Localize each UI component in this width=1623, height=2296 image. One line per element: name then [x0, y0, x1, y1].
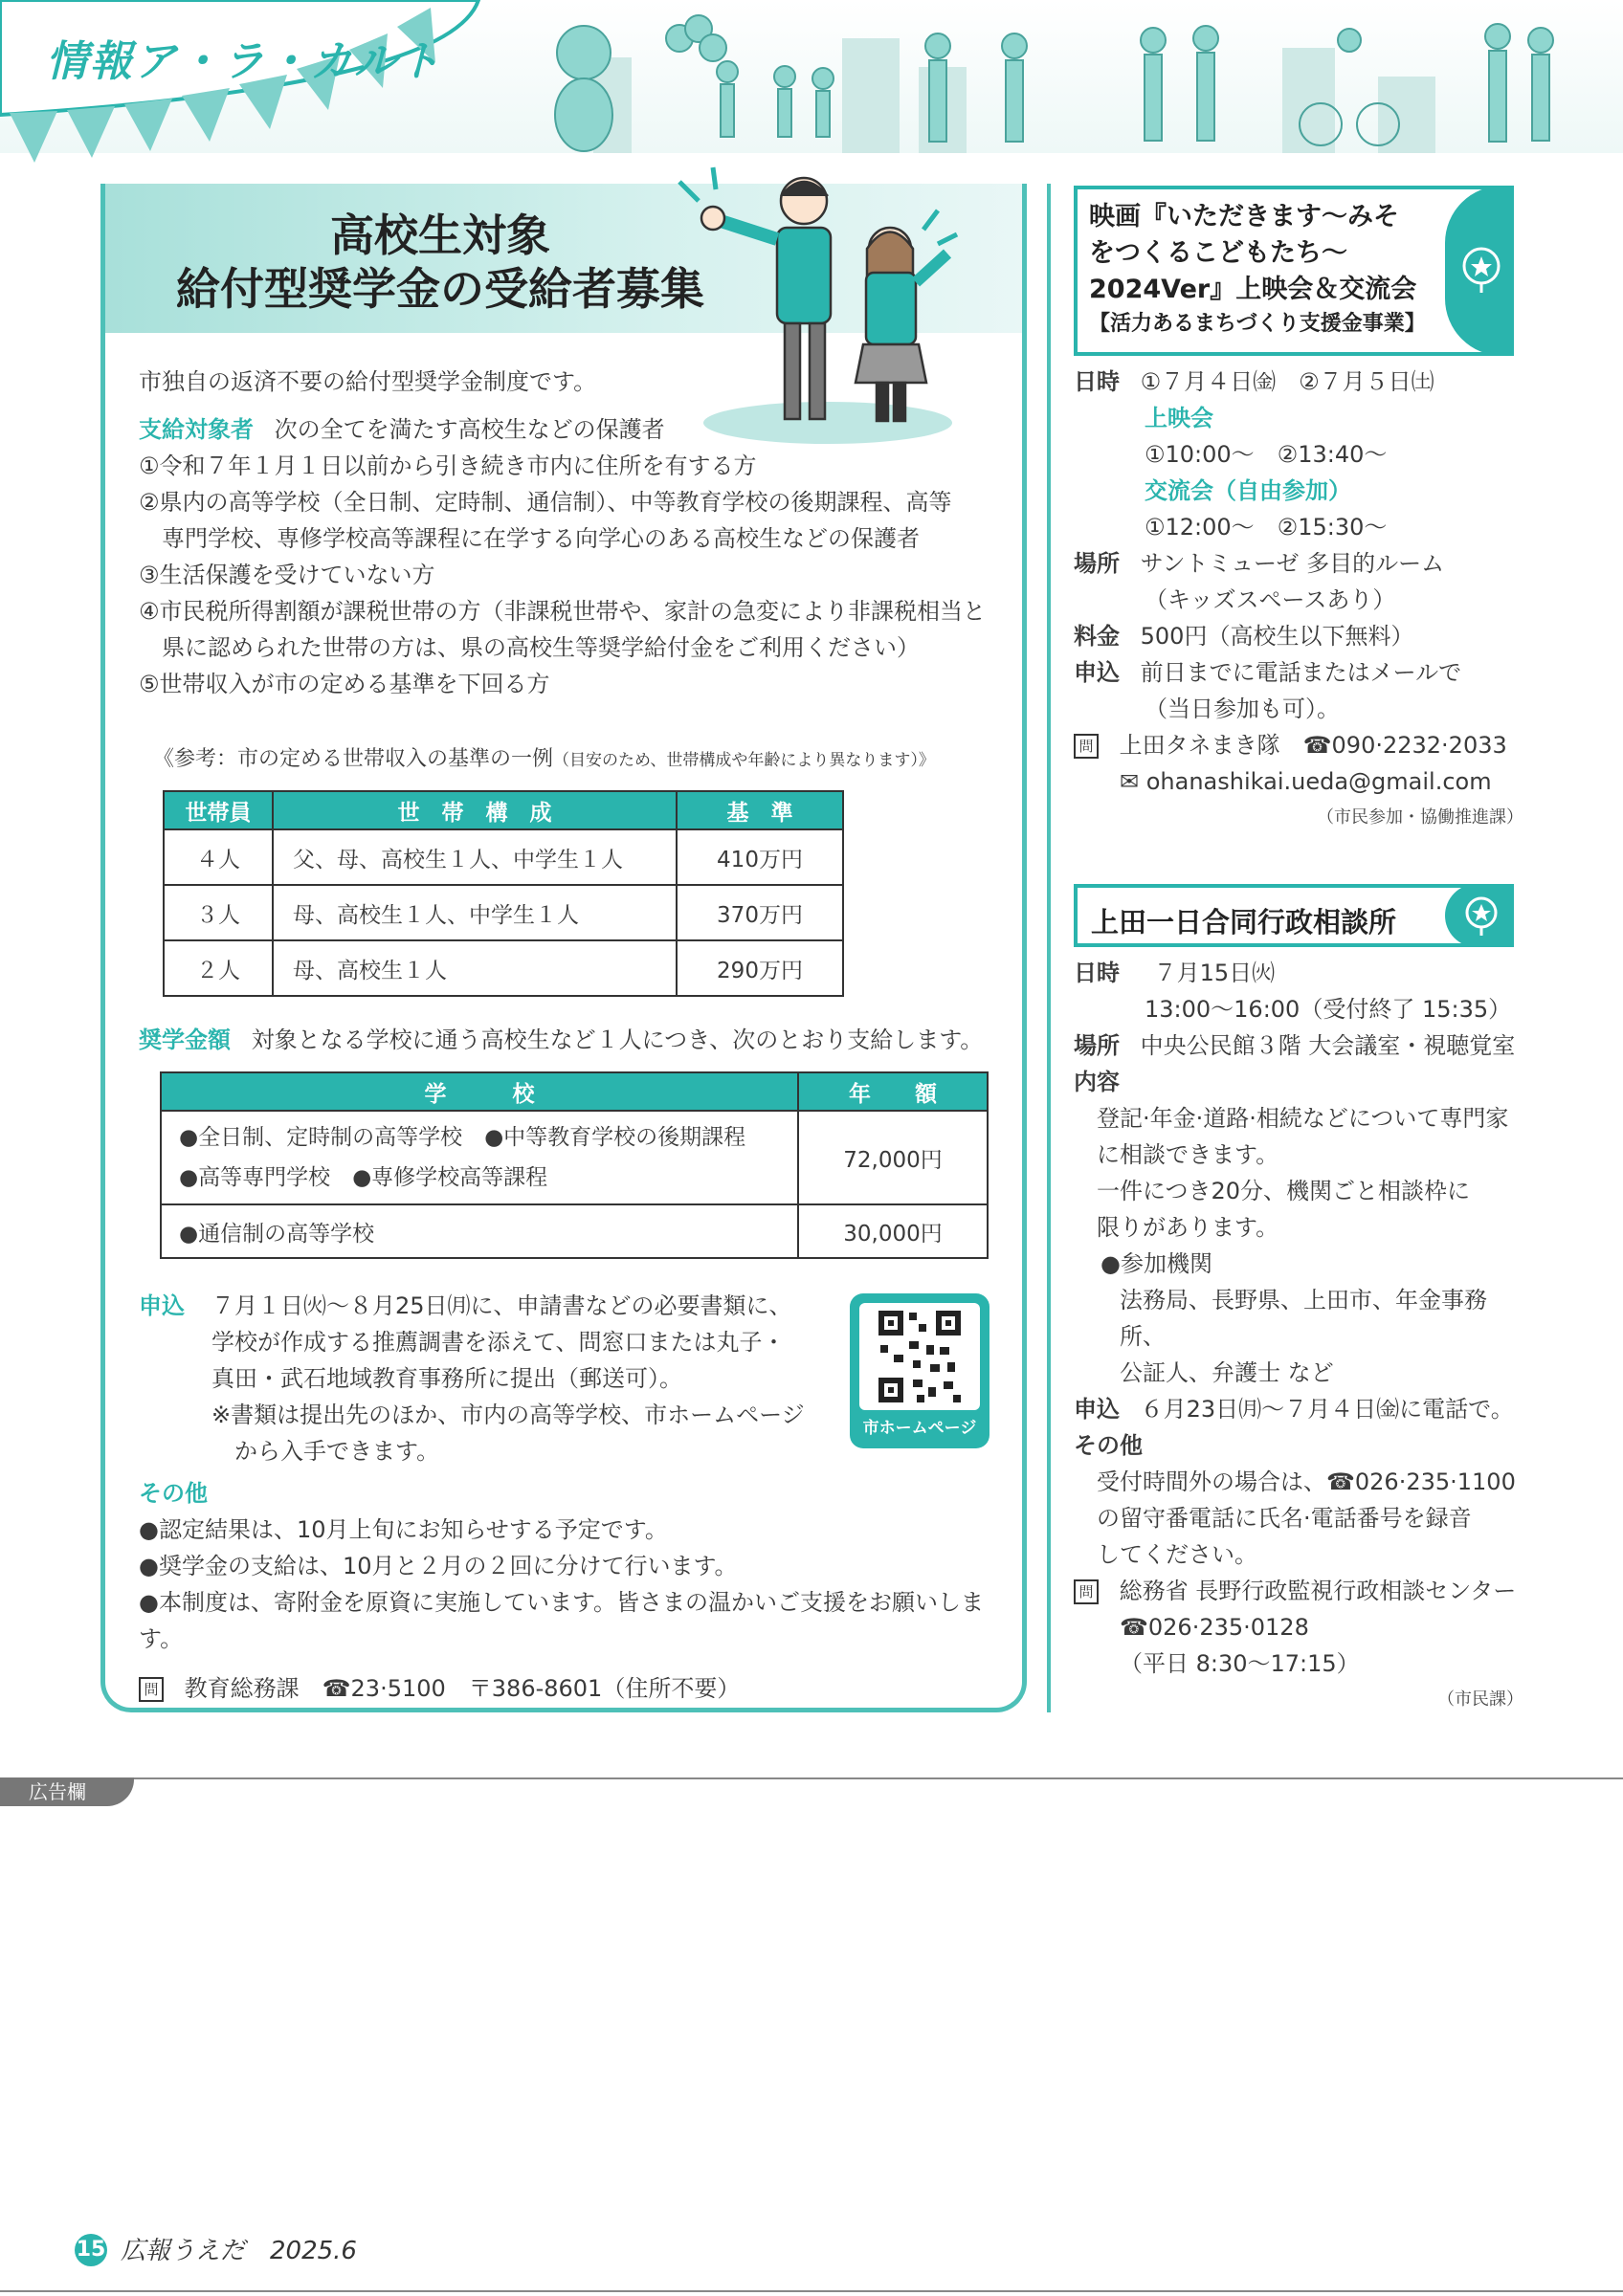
movie-apply-row — [1074, 654, 1523, 691]
consult-place: 中央公民館３階 大会議室・視聴覚室 — [1140, 1032, 1516, 1059]
content-line: ●参加機関 — [1101, 1250, 1212, 1277]
movie-place-row — [1074, 545, 1523, 582]
table-row — [161, 1111, 988, 1204]
exchange-times: ①12:00～ ②15:30～ — [1145, 514, 1388, 541]
consult-content-label: 内容 — [1074, 1069, 1120, 1095]
title-line-1: 高校生対象 — [330, 210, 550, 261]
inquiry-icon: 問 — [1074, 734, 1099, 759]
movie-details — [1074, 364, 1523, 836]
apply-line: 学校が作成する推薦調書を添えて、問窓口または丸子・ — [211, 1329, 786, 1356]
column-header: 世 帯 構 成 — [273, 791, 677, 829]
ad-divider — [0, 1777, 1623, 1779]
apply-label: 申込 — [139, 1292, 185, 1319]
movie-fee: 500円（高校生以下無料） — [1140, 623, 1414, 650]
school-list-a: ●全日制、定時制の高等学校 ●中等教育学校の後期課程 — [179, 1125, 746, 1150]
other-item: ●奨学金の支給は、10月と２月の２回に分けて行います。 — [139, 1553, 738, 1579]
title-line-2: 給付型奨学金の受給者募集 — [176, 263, 704, 315]
other-line: の留守番電話に氏名·電話番号を録音 — [1097, 1505, 1472, 1532]
scholarship-title — [134, 209, 746, 316]
movie-subtitle: 【活力あるまちづくり支援金事業】 — [1089, 312, 1426, 336]
table-cell: 30,000円 — [798, 1204, 988, 1258]
table-cell: ３人 — [164, 885, 273, 940]
consult-time: 13:00～16:00（受付終了 15:35） — [1145, 996, 1512, 1023]
table-header-row — [161, 1072, 988, 1111]
other-item: ●認定結果は、10月上旬にお知らせする予定です。 — [139, 1516, 668, 1543]
consult-apply-row — [1074, 1391, 1523, 1427]
page-header — [0, 0, 1623, 167]
consult-apply-label: 申込 — [1074, 1396, 1120, 1423]
condition-item: ⑤世帯収入が市の定める基準を下回る方 — [139, 671, 550, 697]
movie-title-line: 映画『いただきます～みそ — [1089, 202, 1399, 232]
banner-title: 情報ア・ラ・カルト — [46, 37, 442, 86]
apply-block — [139, 1288, 847, 1469]
table-cell: ２人 — [164, 940, 273, 996]
consult-place-row — [1074, 1027, 1523, 1064]
other-line: してください。 — [1097, 1541, 1257, 1568]
movie-place-label: 場所 — [1074, 550, 1120, 577]
footer-divider — [0, 2290, 1623, 2292]
other-item: ●本制度は、寄附金を原資に実施しています。皆さまの温かいご支援をお願いします。 — [139, 1589, 985, 1652]
school-list-b: ●高等専門学校 ●専修学校高等課程 — [179, 1165, 548, 1190]
table-cell: 母、高校生１人、中学生１人 — [273, 885, 677, 940]
eligibility-text: 次の全てを満たす高校生などの保護者 — [274, 416, 665, 443]
movie-pin-tab — [1445, 186, 1514, 356]
reference-note-small: （目安のため、世帯構成や年齢により異なります）》 — [553, 751, 935, 770]
movie-inquiry-row — [1074, 727, 1523, 763]
amount-text: 対象となる学校に通う高校生など１人につき、次のとおり支給します。 — [251, 1027, 984, 1053]
inquiry-icon: 問 — [1074, 1579, 1099, 1604]
eligibility-row — [139, 411, 1000, 448]
column-header: 学 校 — [161, 1072, 798, 1111]
table-cell: 290万円 — [677, 940, 843, 996]
consult-other-label: その他 — [1074, 1432, 1143, 1459]
movie-inquiry: 上田タネまき隊 ☎090·2232·2033 — [1119, 732, 1507, 759]
consult-inquiry: 総務省 長野行政監視行政相談センター — [1119, 1578, 1517, 1604]
consult-inquiry-row — [1074, 1573, 1523, 1609]
consult-pin-tab — [1445, 884, 1514, 947]
column-header: 世帯員 — [164, 791, 273, 829]
movie-fee-row — [1074, 618, 1523, 654]
condition-item: 県に認められた世帯の方は、県の高校生等奨学給付金をご利用ください） — [139, 634, 920, 661]
movie-apply-label: 申込 — [1074, 659, 1120, 686]
consult-date-label: 日時 — [1074, 960, 1120, 986]
table-cell: 410万円 — [677, 829, 843, 885]
movie-dept: （市民参加・協働推進課） — [1317, 807, 1523, 828]
content-line: 限りがあります。 — [1097, 1214, 1279, 1241]
condition-item: ②県内の高等学校（全日制、定時制、通信制）、中等教育学校の後期課程、高等 — [139, 489, 952, 516]
table-cell: ４人 — [164, 829, 273, 885]
table-cell — [161, 1111, 798, 1204]
consult-title: 上田一日合同行政相談所 — [1091, 906, 1397, 938]
movie-place-note: （キッズスペースあり） — [1145, 586, 1396, 613]
content-line: に相談できます。 — [1097, 1141, 1279, 1168]
screening-times: ①10:00～ ②13:40～ — [1145, 441, 1388, 468]
movie-place: サントミューゼ 多目的ルーム — [1140, 550, 1445, 577]
income-table — [163, 790, 844, 997]
qr-code-icon — [859, 1303, 980, 1410]
movie-fee-label: 料金 — [1074, 623, 1120, 650]
condition-item: 専門学校、専修学校高等課程に在学する向学心のある高校生などの保護者 — [139, 525, 920, 552]
other-label: その他 — [139, 1480, 208, 1507]
header-illustration — [536, 0, 1623, 158]
consult-place-label: 場所 — [1074, 1032, 1120, 1059]
location-pin-icon — [1445, 884, 1514, 947]
reference-note-main: 《参考：市の定める世帯収入の基準の一例 — [153, 747, 554, 771]
amount-label: 奨学金額 — [139, 1027, 231, 1053]
consult-phone: ☎026·235·0128 — [1120, 1614, 1309, 1641]
ad-tab: 広告欄 — [0, 1777, 134, 1806]
intro-text: 市独自の返済不要の給付型奨学金制度です。 — [139, 368, 597, 395]
movie-title — [1089, 199, 1426, 341]
table-cell: 母、高校生１人 — [273, 940, 677, 996]
condition-item: ④市民税所得割額が課税世帯の方（非課税世帯や、家計の急変により非課税相当と — [139, 598, 987, 625]
column-header: 基 準 — [677, 791, 843, 829]
table-header-row — [164, 791, 843, 829]
table-cell: 父、母、高校生１人、中学生１人 — [273, 829, 677, 885]
amount-table — [160, 1071, 989, 1259]
exchange-label: 交流会（自由参加） — [1145, 477, 1351, 504]
other-line: 受付時間外の場合は、☎026·235·1100 — [1097, 1468, 1516, 1495]
consult-apply: ６月23日㈪～７月４日㈮に電話で。 — [1140, 1396, 1514, 1423]
qr-label: 市ホームページ — [862, 1419, 977, 1438]
content-line: 法務局、長野県、上田市、年金事務所、 — [1120, 1287, 1487, 1350]
consult-date: ７月15日㈫ — [1153, 960, 1276, 986]
condition-item: ③生活保護を受けていない方 — [139, 562, 435, 588]
apply-section — [139, 1288, 847, 1469]
content-line: 一件につき20分、機関ごと相談枠に — [1097, 1178, 1471, 1204]
movie-date-row — [1074, 364, 1523, 400]
table-cell: ●通信制の高等学校 — [161, 1204, 798, 1258]
content-line: 登記·年金·道路·相続などについて専門家 — [1097, 1105, 1509, 1132]
movie-email[interactable]: ✉ ohanashikai.ueda@gmail.com — [1120, 768, 1492, 795]
qr-code — [859, 1303, 980, 1410]
table-cell: 370万円 — [677, 885, 843, 940]
movie-date-label: 日時 — [1074, 368, 1120, 395]
other-section — [139, 1475, 1019, 1707]
page-number: 15 — [75, 2234, 107, 2266]
consult-content — [1097, 1100, 1523, 1391]
publication-name: 広報うえだ 2025.6 — [121, 2237, 357, 2265]
condition-item: ①令和７年１月１日以前から引き続き市内に住所を有する方 — [139, 453, 757, 479]
screening-label: 上映会 — [1145, 405, 1213, 431]
consult-dept: （市民課） — [1437, 1689, 1523, 1710]
apply-line: から入手できます。 — [211, 1438, 440, 1465]
inquiry-text: 教育総務課 ☎23·5100 〒386-8601（住所不要） — [184, 1675, 741, 1702]
movie-apply-note: （当日参加も可）。 — [1145, 695, 1340, 722]
apply-lines — [211, 1288, 847, 1469]
table-row — [164, 885, 843, 940]
table-row — [161, 1204, 988, 1258]
inquiry-icon: 問 — [139, 1677, 164, 1702]
movie-title-line: 2024Ver』上映会＆交流会 — [1089, 275, 1417, 304]
consult-hours: （平日 8:30～17:15） — [1120, 1650, 1360, 1677]
apply-line: 真田・武石地域教育事務所に提出（郵送可）。 — [211, 1365, 682, 1392]
inquiry-row — [139, 1670, 1019, 1707]
apply-line: ７月１日㈫～８月25日㈪に、申請書などの必要書類に、 — [211, 1292, 792, 1319]
amount-row — [139, 1022, 1000, 1058]
consult-other — [1097, 1464, 1523, 1573]
table-cell: 72,000円 — [798, 1111, 988, 1204]
consult-date-row — [1074, 955, 1523, 991]
scholarship-body — [139, 364, 1000, 702]
movie-apply: 前日までに電話またはメールで — [1140, 659, 1462, 686]
reference-note — [153, 742, 935, 772]
eligibility-label: 支給対象者 — [139, 416, 254, 443]
column-header: 年 額 — [798, 1072, 988, 1111]
column-divider — [1047, 184, 1051, 1712]
movie-title-line: をつくるこどもたち～ — [1089, 238, 1347, 268]
table-row — [164, 829, 843, 885]
location-pin-icon — [1445, 186, 1514, 356]
qr-code-link[interactable] — [850, 1293, 989, 1448]
movie-date: ①７月４日㈮ ②７月５日㈯ — [1140, 368, 1434, 395]
consult-details — [1074, 955, 1523, 1718]
table-row — [164, 940, 843, 996]
apply-line: ※書類は提出先のほか、市内の高等学校、市ホームページ — [211, 1402, 805, 1428]
content-line: 公証人、弁護士 など — [1120, 1359, 1334, 1386]
